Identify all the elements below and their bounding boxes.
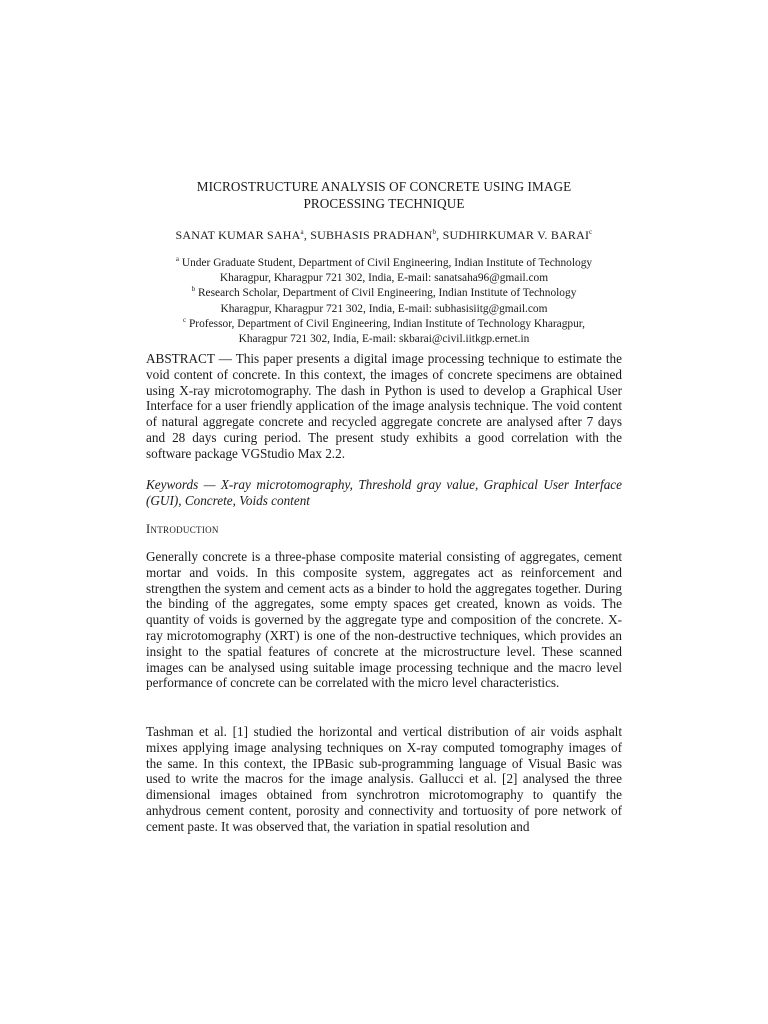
affiliation-line: Under Graduate Student, Department of Civil Engineering, Indian Institute of Technology xyxy=(181,257,593,269)
body-paragraph: Generally concrete is a three-phase composite material consisting of aggregates, cement mortar and voids. In this composite system, aggregates act as reinforcement and strengthen the system and cement acts as a binder to hold the aggregates together. During the binding of the aggregates, some empty spaces get created, known as voids. The quantity of voids is governed by the aggregate type and composition of the concrete. X-ray microtomography (XRT) is one of the non-destructive techniques, which provides an insight to the spatial features of concrete at the microstructure level. These scanned images can be analysed using suitable image processing technique and the macro level performance of concrete can be correlated with the micro level characteristics. xyxy=(146,549,622,691)
affiliation-line: Kharagpur 721 302, India, E-mail: skbarai@civil.iitkgp.ernet.in xyxy=(238,333,530,346)
author-name: SUBHASIS PRADHAN xyxy=(310,228,433,242)
author-name: SANAT KUMAR SAHA xyxy=(175,228,301,242)
affiliation-item xyxy=(146,317,622,347)
affiliation-item xyxy=(146,286,622,316)
affiliation-mark: b xyxy=(191,285,196,294)
paper-title-line-1: MICROSTRUCTURE ANALYSIS OF CONCRETE USING IMAGE xyxy=(196,179,572,194)
author-list: SANAT KUMAR SAHA$^a$, SUBHASIS PRADHAN$^b$, SUDHIRKUMAR V. BARAI$^c$ xyxy=(175,228,593,242)
section-heading-introduction: Introduction xyxy=(146,522,219,536)
affiliation-line: Kharagpur, Kharagpur 721 302, India, E-mail: subhasisiitg@gmail.com xyxy=(220,302,548,315)
affiliation-line: Kharagpur, Kharagpur 721 302, India, E-mail: sanatsaha96@gmail.com xyxy=(219,272,549,285)
abstract: ABSTRACT — This paper presents a digital image processing technique to estimate the void content of concrete. In this context, the images of concrete specimens are obtained using X-ray microtomography. The dash in Python is used to develop a Graphical User Interface for a user friendly application of the image analysis technique. The void content of natural aggregate concrete and recycled aggregate concrete are analysed after 7 days and 28 days curing period. The present study exhibits a good correlation with the software package VGStudio Max 2.2. xyxy=(146,351,622,461)
paper-title xyxy=(146,178,622,212)
keywords: Keywords — X-ray microtomography, Threshold gray value, Graphical User Interface (GUI), Concrete, Voids content xyxy=(146,477,622,508)
author-affiliation-mark: c xyxy=(589,228,593,236)
affiliation-mark: a xyxy=(175,255,180,264)
affiliation-mark: c xyxy=(183,316,187,325)
author-affiliation-mark: a xyxy=(300,228,304,236)
affiliation-list xyxy=(146,256,622,347)
author-affiliation-mark: b xyxy=(432,228,437,236)
affiliation-line: Professor, Department of Civil Engineering, Indian Institute of Technology Kharagpur, xyxy=(188,317,585,330)
paper-title-line-2: PROCESSING TECHNIQUE xyxy=(303,196,465,211)
affiliation-item xyxy=(146,256,622,286)
affiliation-line: Research Scholar, Department of Civil Engineering, Indian Institute of Technology xyxy=(197,287,577,300)
body-paragraph: Tashman et al. [1] studied the horizontal and vertical distribution of air voids asphalt mixes applying image analysing techniques on X-ray computed tomography images of the same. In this context, the IPBasic sub-programming language of Visual Basic was used to write the macros for the image analysis. Gallucci et al. [2] analysed the three dimensional images obtained from synchrotron microtomography to quantify the anhydrous cement content, porosity and connectivity and tortuosity of pore network of cement paste. It was observed that, the variation in spatial resolution and xyxy=(146,724,622,834)
author-name: SUDHIRKUMAR V. BARAI xyxy=(442,228,590,242)
